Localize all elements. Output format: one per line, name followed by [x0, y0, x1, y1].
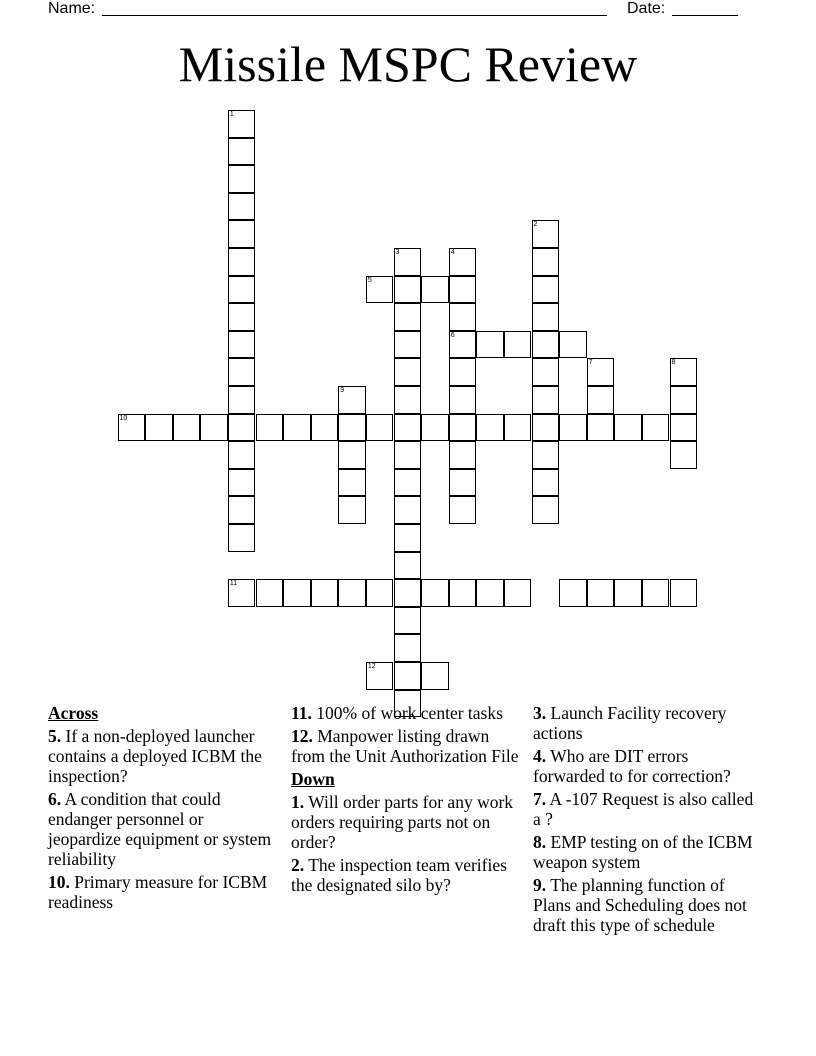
crossword-cell[interactable]	[228, 441, 256, 469]
crossword-cell[interactable]	[504, 331, 532, 359]
crossword-cell[interactable]	[394, 552, 422, 580]
crossword-cell[interactable]	[532, 441, 560, 469]
clue-item-text: Will order parts for any work orders requiring parts not on order?	[291, 792, 514, 852]
crossword-cell[interactable]	[449, 441, 477, 469]
clue-number-label: 6	[450, 331, 455, 339]
crossword-cell[interactable]	[532, 386, 560, 414]
crossword-cell[interactable]	[394, 386, 422, 414]
page-title: Missile MSPC Review	[178, 36, 638, 92]
clue-number-label: 9	[340, 387, 345, 394]
crossword-cell[interactable]	[228, 579, 256, 607]
clue-item	[291, 792, 519, 852]
clue-item-text: EMP testing on of the ICBM weapon system	[533, 832, 753, 872]
crossword-cell[interactable]	[504, 579, 532, 607]
crossword-cell[interactable]	[421, 276, 449, 304]
crossword-cell[interactable]	[394, 607, 422, 635]
crossword-cell[interactable]	[228, 358, 256, 386]
crossword-cell[interactable]	[338, 441, 366, 469]
clue-item-text: The inspection team verifies the designated silo by?	[291, 855, 507, 895]
clue-item-number: 9.	[533, 875, 547, 895]
crossword-cell[interactable]	[421, 579, 449, 607]
crossword-cell[interactable]	[476, 331, 504, 359]
crossword-cell[interactable]	[256, 414, 284, 442]
crossword-cell[interactable]	[587, 414, 615, 442]
crossword-cell[interactable]	[449, 579, 477, 607]
clue-item	[533, 875, 761, 935]
crossword-cell[interactable]	[532, 220, 560, 248]
crossword-cell[interactable]	[338, 414, 366, 442]
crossword-cell[interactable]	[670, 441, 698, 469]
clues-column-1	[48, 703, 276, 915]
crossword-cell[interactable]	[449, 248, 477, 276]
clue-number-label: 2	[533, 221, 538, 229]
clue-number-label: 8	[671, 359, 676, 367]
clues-column-2	[291, 703, 519, 898]
crossword-cell[interactable]	[228, 303, 256, 331]
crossword-cell[interactable]	[642, 579, 670, 607]
crossword-cell[interactable]	[394, 496, 422, 524]
down-heading: Down	[291, 769, 335, 789]
clues-column-3	[533, 703, 761, 938]
clue-number-label: 4	[450, 249, 455, 256]
crossword-cell[interactable]	[476, 579, 504, 607]
clue-item	[291, 855, 519, 895]
crossword-cell[interactable]	[532, 414, 560, 442]
crossword-cell[interactable]	[476, 414, 504, 442]
clue-number-label: 3	[395, 249, 400, 256]
crossword-cell[interactable]	[228, 276, 256, 304]
crossword-cell[interactable]	[338, 579, 366, 607]
clue-item-text: If a non-deployed launcher contains a deployed ICBM the inspection?	[48, 726, 262, 786]
crossword-cell[interactable]	[532, 276, 560, 304]
crossword-cell[interactable]	[394, 331, 422, 359]
crossword-cell[interactable]	[394, 579, 422, 607]
across-clue-list	[48, 726, 276, 912]
down-clue-list-continued	[533, 703, 761, 935]
clue-item-number: 10.	[48, 872, 70, 892]
crossword-cell[interactable]	[283, 414, 311, 442]
crossword-cell[interactable]	[504, 414, 532, 442]
crossword-cell[interactable]	[394, 248, 422, 276]
clue-item	[533, 789, 761, 829]
crossword-cell[interactable]	[228, 496, 256, 524]
crossword-cell[interactable]	[366, 579, 394, 607]
down-clue-list	[291, 792, 519, 895]
crossword-cell[interactable]	[532, 358, 560, 386]
clue-item-text: A -107 Request is also called a ?	[533, 789, 754, 829]
crossword-cell[interactable]	[228, 220, 256, 248]
clue-item	[48, 726, 276, 786]
clue-item-number: 6.	[48, 789, 62, 809]
crossword-cell[interactable]	[228, 138, 256, 166]
crossword-cell[interactable]	[366, 662, 394, 690]
crossword-cell[interactable]	[532, 331, 560, 359]
crossword-cell[interactable]	[587, 358, 615, 386]
clue-item-number: 4.	[533, 746, 547, 766]
crossword-cell[interactable]	[228, 331, 256, 359]
crossword-cell[interactable]	[449, 358, 477, 386]
crossword-cell[interactable]	[532, 248, 560, 276]
crossword-cell[interactable]	[449, 331, 477, 359]
clue-item	[291, 726, 519, 766]
clue-item-text: 100% of work center tasks	[316, 703, 503, 723]
crossword-cell[interactable]	[228, 110, 256, 138]
crossword-cell[interactable]	[394, 441, 422, 469]
crossword-cell[interactable]	[311, 414, 339, 442]
clue-number-label: 5	[367, 276, 372, 284]
crossword-cell[interactable]	[449, 469, 477, 497]
crossword-cell[interactable]	[173, 414, 201, 442]
crossword-cell[interactable]	[283, 579, 311, 607]
clue-item	[48, 872, 276, 912]
clue-item-text: Who are DIT errors forwarded to for correction?	[533, 746, 731, 786]
clue-number-label: 10	[119, 414, 128, 422]
crossword-cell[interactable]	[449, 276, 477, 304]
crossword-cell[interactable]	[614, 414, 642, 442]
clue-item	[291, 703, 519, 723]
crossword-cell[interactable]	[338, 496, 366, 524]
clue-item-number: 5.	[48, 726, 62, 746]
clue-item-text: Primary measure for ICBM readiness	[48, 872, 268, 912]
crossword-cell[interactable]	[338, 469, 366, 497]
crossword-cell[interactable]	[532, 303, 560, 331]
crossword-cell[interactable]	[670, 414, 698, 442]
crossword-cell[interactable]	[587, 386, 615, 414]
name-label: Name:	[48, 0, 96, 17]
across-heading: Across	[48, 703, 99, 723]
crossword-cell[interactable]	[532, 469, 560, 497]
crossword-cell[interactable]	[449, 496, 477, 524]
clue-item-number: 2.	[291, 855, 305, 875]
crossword-cell[interactable]	[670, 358, 698, 386]
clue-number-label: 12	[367, 663, 376, 670]
crossword-cell[interactable]	[449, 386, 477, 414]
crossword-cell[interactable]	[587, 579, 615, 607]
crossword-cell[interactable]	[394, 524, 422, 552]
clue-number-label: 11	[229, 580, 238, 588]
date-label: Date:	[627, 0, 666, 17]
crossword-cell[interactable]	[394, 662, 422, 690]
crossword-cell[interactable]	[200, 414, 228, 442]
clue-item	[533, 746, 761, 786]
clue-item-text: Launch Facility recovery actions	[533, 703, 727, 743]
crossword-cell[interactable]	[449, 303, 477, 331]
crossword-cell[interactable]	[559, 414, 587, 442]
clue-item	[533, 832, 761, 872]
crossword-cell[interactable]	[228, 193, 256, 221]
crossword-cell[interactable]	[559, 579, 587, 607]
crossword-cell[interactable]	[670, 579, 698, 607]
clue-item-number: 12.	[291, 726, 313, 746]
crossword-cell[interactable]	[311, 579, 339, 607]
crossword-cell[interactable]	[449, 414, 477, 442]
clue-item-text: The planning function of Plans and Scheduling does not draft this type of schedule	[533, 875, 747, 935]
clue-item-number: 3.	[533, 703, 547, 723]
crossword-cell[interactable]	[338, 386, 366, 414]
clue-item-text: Manpower listing drawn from the Unit Authorization File	[291, 726, 519, 766]
clue-item-number: 11.	[291, 703, 312, 723]
crossword-cell[interactable]	[394, 634, 422, 662]
crossword-cell[interactable]	[366, 414, 394, 442]
crossword-cell[interactable]	[228, 248, 256, 276]
crossword-cell[interactable]	[394, 276, 422, 304]
crossword-cell[interactable]	[228, 469, 256, 497]
crossword-cell[interactable]	[228, 414, 256, 442]
crossword-cell[interactable]	[614, 579, 642, 607]
clue-number-label: 1	[229, 111, 234, 118]
clue-item-text: A condition that could endanger personnel or jeopardize equipment or system reliability	[48, 789, 272, 869]
crossword-cell[interactable]	[394, 358, 422, 386]
clue-item	[533, 703, 761, 743]
crossword-cell[interactable]	[256, 579, 284, 607]
clue-item-number: 7.	[533, 789, 547, 809]
clue-item	[48, 789, 276, 869]
crossword-cell[interactable]	[394, 469, 422, 497]
crossword-cell[interactable]	[421, 414, 449, 442]
crossword-cell[interactable]	[421, 662, 449, 690]
clue-number-label: 7	[588, 359, 593, 367]
crossword-cell[interactable]	[532, 496, 560, 524]
crossword-cell[interactable]	[394, 303, 422, 331]
crossword-cell[interactable]	[670, 386, 698, 414]
crossword-cell[interactable]	[228, 165, 256, 193]
crossword-cell[interactable]	[366, 276, 394, 304]
clue-item-number: 8.	[533, 832, 547, 852]
crossword-cell[interactable]	[642, 414, 670, 442]
crossword-cell[interactable]	[145, 414, 173, 442]
crossword-cell[interactable]	[228, 524, 256, 552]
clues-section	[48, 703, 783, 1043]
crossword-cell[interactable]	[228, 386, 256, 414]
across-clue-list-continued	[291, 703, 519, 766]
clue-item-number: 1.	[291, 792, 305, 812]
crossword-cell[interactable]	[394, 414, 422, 442]
crossword-cell[interactable]	[118, 414, 146, 442]
crossword-cell[interactable]	[559, 331, 587, 359]
